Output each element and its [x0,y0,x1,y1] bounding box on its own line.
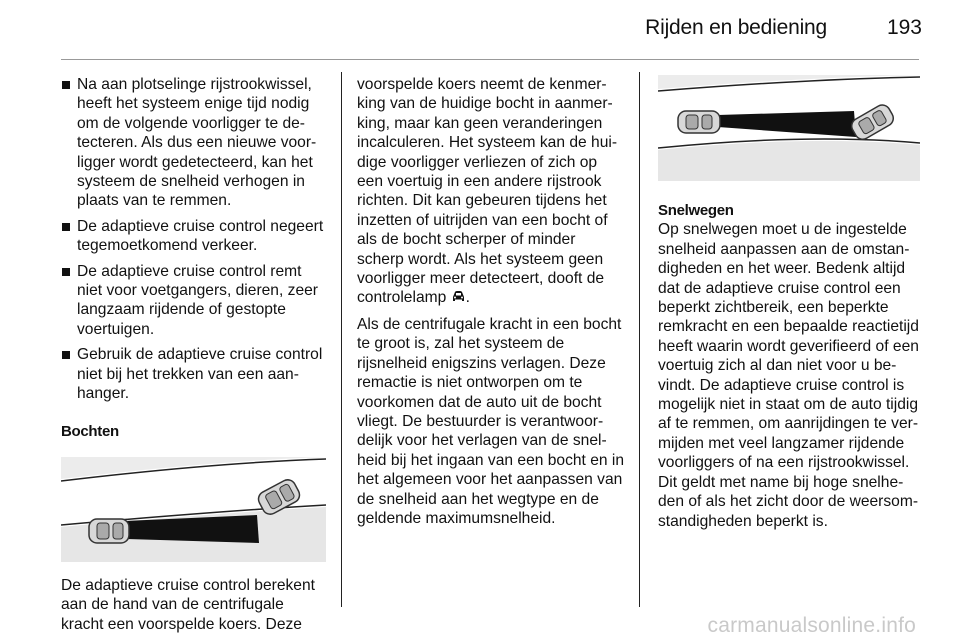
highway-illustration [658,75,920,181]
curve-caption: De adaptieve cruise control berekent aan de hand van de centrifugale kracht een voorspelde koers. Deze [61,576,315,633]
header-divider [61,59,919,60]
bullet-item: Gebruik de adaptieve cruise control niet bij het trekken van een aan-hanger. [61,345,326,403]
bullet-item: Na aan plotselinge rijstrookwissel, heeft het systeem enige tijd nodig om de volgende voorligger te de-tecteren. Als dus een nieuwe voor-ligger wordt gedetecteerd, kan het systeem de snelheid verhogen in plaats van te remmen. [61,75,326,211]
section-heading-snelwegen: Snelwegen [658,202,734,219]
curve-paragraph-1 [357,75,625,308]
vehicle-ahead-icon [451,289,466,308]
column-1 [61,75,326,639]
bullet-item: De adaptieve cruise control remt niet voor voetgangers, dieren, zeer langzaam rijdende of gestopte voertuigen. [61,262,326,340]
column-3 [658,75,920,536]
highway-paragraph: Op snelwegen moet u de ingestelde snelheid aanpassen aan de omstan-digheden en het weer. Bedenk altijd dat de adaptieve cruise control een beperkt zichtbereik, een beperkte remkracht en een bepaalde reactietijd heeft waarin wordt geverifieerd of een voertuig zich al dan niet voor u be-vindt. De adaptieve cruise control is mogelijk niet in staat om de auto tijdig af te remmen, om aanrijdingen te ver-mijden met veel langzamer rijdende voorliggers of na een rijstrookwissel. Dit geldt met name bij hoge snelhe-den of als het zicht door de weersom-standigheden beperkt is. [658,221,919,530]
curve-paragraph-1-end: . [465,289,470,307]
own-car-icon [89,519,129,543]
column-2 [357,75,625,534]
page-number: 193 [886,16,922,39]
curve-paragraph-2: Als de centrifugale kracht in een bocht te groot is, zal het systeem de rijsnelheid enigszins verlagen. Deze remactie is niet ontworpen om te voorkomen dat de auto uit de bocht vliegt. De bestuurder is verantwoor-delijk voor het verlagen van de snel-heid bij het ingaan van een bocht en in het algemeen voor het aanpassen van de snelheid aan het wegtype en de geldende maximumsnelheid. [357,316,625,528]
curve-paragraph-1-text: voorspelde koers neemt de kenmer-king van de huidige bocht in aanmer-king, maar kan geen veranderingen incalculeren. Het systeem kan de hui-dige voorligger verliezen of zich op een voertuig in een andere rijstrook richten. Dit kan gebeuren tijdens het inzetten of uitrijden van een bocht of als de bocht scherper of minder scherp wordt. Als het systeem geen voorligger meer detecteert, dooft de controlelamp [357,76,618,307]
watermark: carmanualsonline.info [707,614,916,637]
page-header-title: Rijden en bediening [645,16,827,39]
bullet-list [61,75,326,404]
section-heading-bochten: Bochten [61,422,119,440]
own-car-icon [678,111,720,133]
column-divider-2 [639,72,640,607]
bullet-item: De adaptieve cruise control negeert tegemoetkomend verkeer. [61,217,326,256]
curve-illustration [61,457,326,562]
column-divider-1 [341,72,342,607]
